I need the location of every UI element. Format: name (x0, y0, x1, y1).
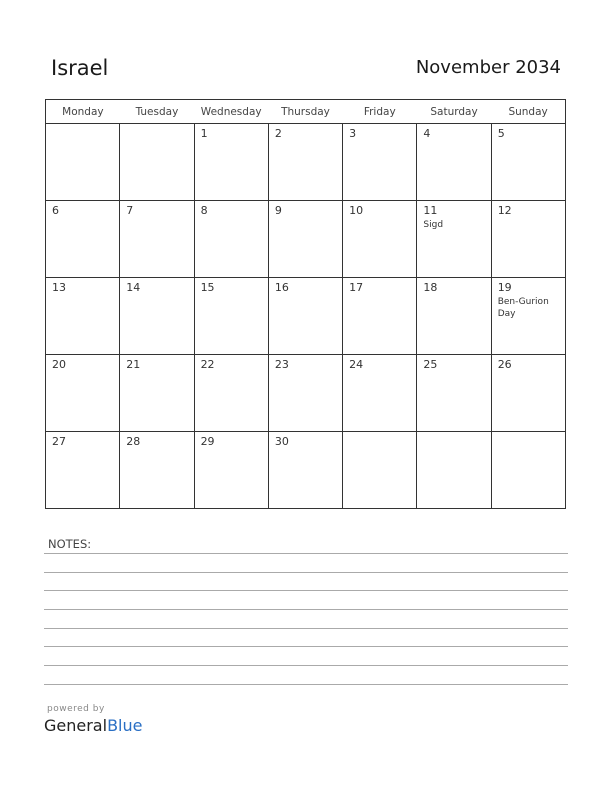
notes-line (44, 646, 568, 647)
day-number: 29 (200, 435, 215, 448)
day-number: 26 (497, 358, 512, 371)
day-cell (120, 124, 194, 201)
day-cell (194, 124, 268, 201)
day-cell (491, 355, 565, 432)
day-number: 17 (349, 281, 364, 294)
day-cell (268, 201, 342, 278)
notes-line (44, 665, 568, 666)
weekday-header: Monday (46, 100, 120, 124)
day-cell (417, 201, 491, 278)
day-number: 18 (423, 281, 438, 294)
day-number: 24 (349, 358, 364, 371)
week-row (46, 124, 566, 201)
week-row (46, 355, 566, 432)
notes-line (44, 684, 568, 685)
month-year-title: November 2034 (415, 57, 561, 78)
day-number: 5 (497, 127, 505, 140)
day-number: 23 (274, 358, 289, 371)
day-cell (120, 278, 194, 355)
day-number: 22 (200, 358, 215, 371)
day-number: 30 (274, 435, 289, 448)
day-cell (343, 355, 417, 432)
day-cell (120, 201, 194, 278)
day-number: 6 (52, 204, 59, 217)
day-cell (46, 124, 120, 201)
day-cell (194, 432, 268, 509)
day-cell (417, 355, 491, 432)
day-number: 20 (52, 358, 66, 371)
week-row (46, 432, 566, 509)
day-number: 2 (274, 127, 282, 140)
notes-line (44, 553, 568, 554)
weekday-header: Saturday (417, 100, 491, 124)
notes-label: NOTES: (48, 537, 92, 551)
weekday-header: Friday (343, 100, 417, 124)
day-cell (343, 432, 417, 509)
day-number: 3 (349, 127, 357, 140)
day-number: 13 (52, 281, 66, 294)
day-number: 12 (497, 204, 512, 217)
day-cell (46, 278, 120, 355)
day-cell (343, 201, 417, 278)
day-number: 4 (423, 127, 431, 140)
weekday-header: Wednesday (194, 100, 268, 124)
day-number: 27 (52, 435, 66, 448)
weekday-header: Thursday (268, 100, 342, 124)
day-cell (343, 124, 417, 201)
day-cell (417, 124, 491, 201)
notes-line (44, 609, 568, 610)
week-row (46, 278, 566, 355)
day-cell (194, 355, 268, 432)
brand-logo[interactable] (44, 716, 142, 735)
week-row (46, 201, 566, 278)
day-cell (491, 432, 565, 509)
brand-name-part2: Blue (107, 716, 143, 735)
calendar-grid (45, 99, 566, 509)
powered-by-text: powered by (47, 704, 105, 714)
day-cell (268, 124, 342, 201)
day-cell (491, 278, 565, 355)
day-number: 28 (126, 435, 141, 448)
day-cell (194, 278, 268, 355)
day-number: 14 (126, 281, 141, 294)
day-number: 9 (274, 204, 282, 217)
day-cell (46, 201, 120, 278)
weekday-header: Sunday (491, 100, 565, 124)
day-cell (120, 355, 194, 432)
brand-name-part1: General (44, 716, 108, 735)
day-number: 25 (423, 358, 438, 371)
notes-line (44, 628, 568, 629)
weekday-header: Tuesday (120, 100, 194, 124)
day-number: 11 (423, 204, 438, 217)
day-cell (268, 278, 342, 355)
day-number: 10 (349, 204, 364, 217)
day-cell (491, 124, 565, 201)
day-cell (417, 432, 491, 509)
day-number: 19 (497, 281, 512, 294)
day-number: 1 (200, 127, 208, 140)
day-number: 16 (274, 281, 289, 294)
weekday-header-row (46, 100, 566, 124)
notes-line (44, 572, 568, 573)
day-cell (120, 432, 194, 509)
day-number: 15 (200, 281, 215, 294)
day-cell (268, 355, 342, 432)
day-cell (194, 201, 268, 278)
day-cell (417, 278, 491, 355)
day-cell (46, 432, 120, 509)
holiday-label: Ben-Gurion Day (497, 297, 549, 319)
day-cell (343, 278, 417, 355)
day-cell (491, 201, 565, 278)
day-number: 7 (126, 204, 134, 217)
country-title: Israel (51, 56, 109, 80)
day-number: 21 (126, 358, 141, 371)
holiday-label: Sigd (423, 220, 444, 230)
day-cell (268, 432, 342, 509)
day-cell (46, 355, 120, 432)
day-number: 8 (200, 204, 208, 217)
notes-line (44, 590, 568, 591)
